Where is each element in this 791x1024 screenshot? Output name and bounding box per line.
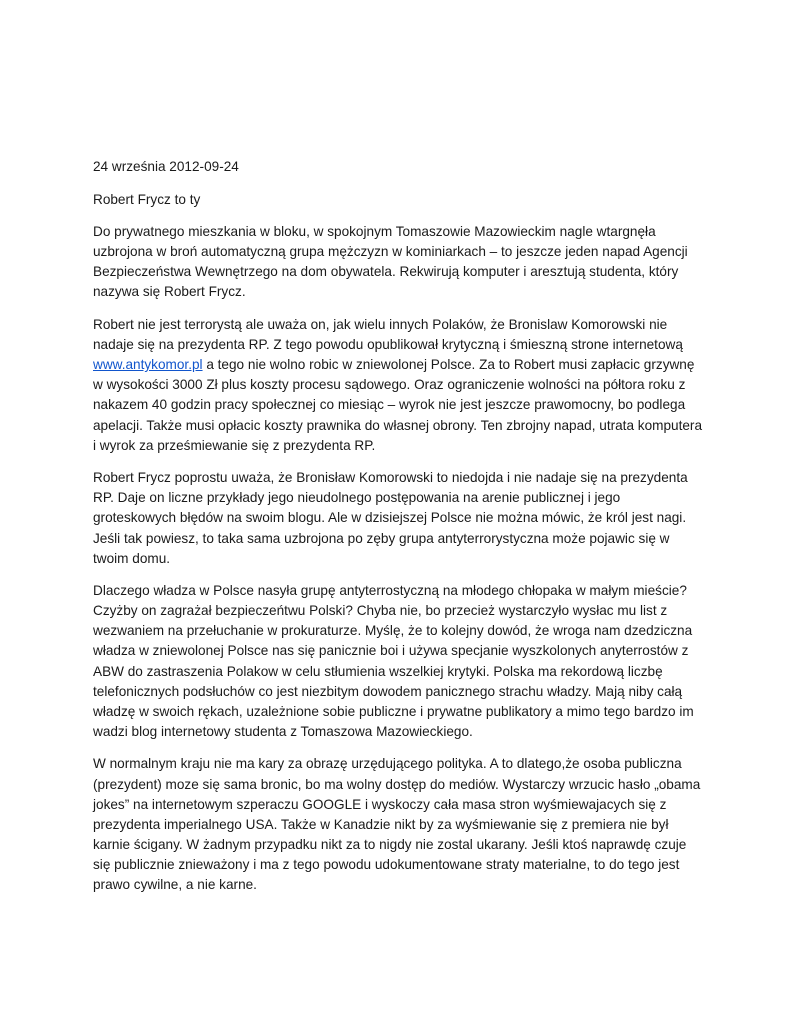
- paragraph-1: Do prywatnego mieszkania w bloku, w spokojnym Tomaszowie Mazowieckim nagle wtargnęła uzbrojona w broń automatyczną grupa mężczyzn w kominiarkach – to jeszcze jeden napad Agencji Bezpieczeństwa Wewnętrzego na dom obywatela. Rekwirują komputer i aresztują studenta, który nazywa się Robert Frycz.: [93, 224, 688, 300]
- paragraph-3: Robert Frycz poprostu uważa, że Bronisław Komorowski to niedojda i nie nadaje się na prezydenta RP. Daje on liczne przykłady jego nieudolnego postępowania na arenie publicznej i jego groteskowych błędów na swoim blogu. Ale w dzisiejszej Polsce nie można mówic, że król jest nagi. Jeśli tak powiesz, to taka sama uzbrojona po zęby grupa antyterrorystyczna może pojawic się w twoim domu.: [93, 470, 688, 566]
- paragraph-4: Dlaczego władza w Polsce nasyła grupę antyterrostyczną na młodego chłopaka w małym mieście? Czyżby on zagrażał bezpieczeńtwu Polski? Chyba nie, bo przecież wystarczyło wysłac mu list z wezwaniem na przełuchanie w prokuraturze. Myślę, że to kolejny dowód, że wroga nam dzedziczna władza w zniewolonej Polsce nas się panicznie boi i używa specjanie wyszkolonych anyterrostów z ABW do zastraszenia Polakow w celu stłumienia wszelkiej krytyki. Polska ma rekordową liczbę telefonicznych podsłuchów co jest niezbitym dowodem panicznego strachu władzy. Mają niby całą władzę w swoich rękach, uzależnione sobie publiczne i prywatne publikatory a mimo tego bardzo im wadzi blog internetowy studenta z Tomaszowa Mazowieckiego.: [93, 583, 694, 739]
- date-line: 24 września 2012-09-24: [93, 159, 239, 174]
- document-title: Robert Frycz to ty: [93, 191, 201, 207]
- document-body: [93, 157, 705, 908]
- antykomor-link[interactable]: www.antykomor.pl: [93, 357, 203, 373]
- paragraph-2-text-before-link: Robert nie jest terrorystą ale uważa on, jak wielu innych Polaków, że Bronislaw Komorowski nie nadaje się na prezydenta RP. Z tego powodu opublikował krytyczną i śmieszną strone internetową: [93, 317, 683, 353]
- paragraph-5: W normalnym kraju nie ma kary za obrazę urzędującego polityka. A to dlatego,że osoba publiczna (prezydent) moze się sama bronic, bo ma wolny dostęp do mediów. Wystarczy wrzucic hasło „obama jokes” na internetowym szperaczu GOOGLE i wyskoczy cała masa stron wyśmiewajacych się z prezydenta imperialnego USA. Także w Kanadzie nikt by za wyśmiewanie się z premiera nie był karnie ścigany. W żadnym przypadku nikt za to nigdy nie zostal ukarany. Jeśli ktoś naprawdę czuje się publicznie znieważony i ma z tego powodu udokumentowane straty materialne, to do tego jest prawo cywilne, a nie karne.: [93, 756, 701, 892]
- paragraph-2: [93, 315, 705, 456]
- paragraph-2-text-after-link: a tego nie wolno robic w zniewolonej Polsce. Za to Robert musi zapłacic grzywnę w wysokości 3000 Zł plus koszty procesu sądowego. Oraz ograniczenie wolności na półtora roku z nakazem 40 godzin pracy społecznej co miesiąc – wyrok nie jest jeszcze prawomocny, bo podlega apelacji. Także musi opłacic koszty prawnika do własnej obrony. Ten zbrojny napad, utrata komputera i wyrok za prześmiewanie się z prezydenta RP.: [93, 357, 703, 453]
